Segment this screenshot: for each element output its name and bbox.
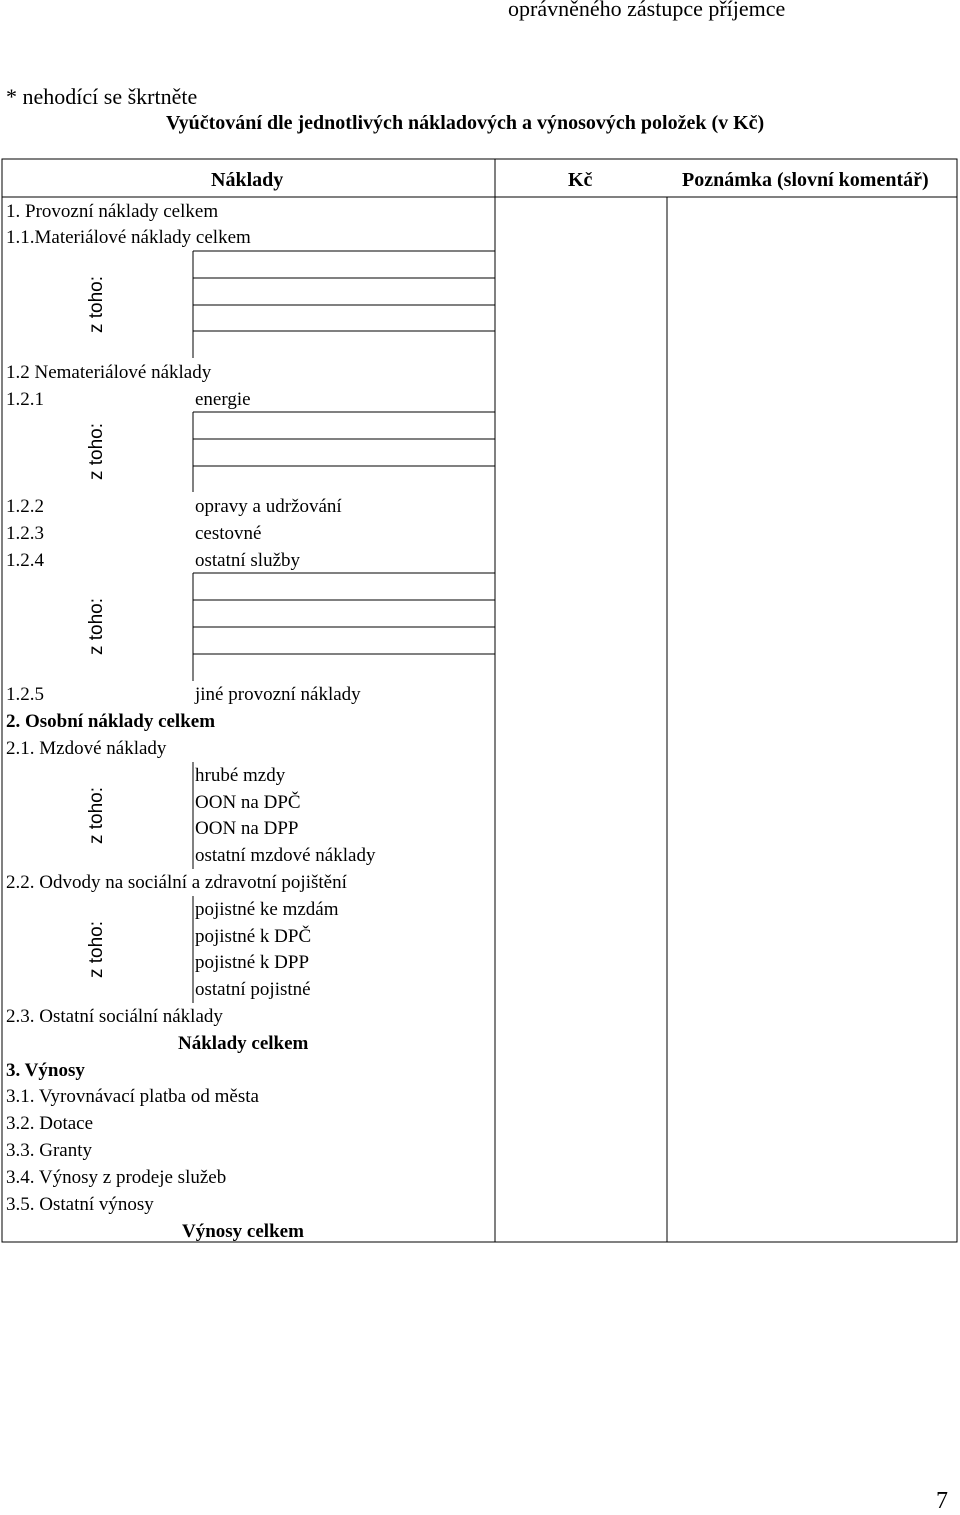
- row-provozni-naklady: 1. Provozní náklady celkem: [6, 201, 219, 222]
- row-vynosy-celkem: Výnosy celkem: [182, 1221, 304, 1242]
- row-1-2-4-number: 1.2.4: [6, 550, 44, 571]
- column-header-naklady: Náklady: [211, 169, 284, 191]
- row-oon-dpc: OON na DPČ: [195, 792, 301, 813]
- row-energie: energie: [195, 389, 251, 410]
- column-header-kc: Kč: [568, 169, 593, 191]
- z-toho-label: z toho:: [86, 423, 107, 481]
- row-1-2-5-number: 1.2.5: [6, 684, 44, 705]
- column-header-poznamka: Poznámka (slovní komentář): [682, 169, 929, 191]
- page-number: 7: [936, 1488, 948, 1514]
- row-jine-provozni-naklady: jiné provozní náklady: [195, 684, 361, 705]
- signatory-caption: oprávněného zástupce příjemce: [508, 0, 786, 21]
- row-materialove-naklady: 1.1.Materiálové náklady celkem: [6, 227, 251, 248]
- z-toho-label: z toho:: [86, 598, 107, 656]
- row-opravy: opravy a udržování: [195, 496, 342, 517]
- row-odvody: 2.2. Odvody na sociální a zdravotní pojištění: [6, 872, 347, 893]
- row-pojistne-dpc: pojistné k DPČ: [195, 926, 312, 947]
- row-cestovne: cestovné: [195, 523, 262, 544]
- z-toho-label: z toho:: [86, 786, 107, 845]
- z-toho-label: z toho:: [86, 920, 107, 979]
- row-vyrovnavaci-platba: 3.1. Vyrovnávací platba od města: [6, 1086, 259, 1107]
- row-oon-dpp: OON na DPP: [195, 818, 299, 839]
- row-pojistne-mzdy: pojistné ke mzdám: [195, 899, 339, 920]
- row-nematerialove-naklady: 1.2 Nemateriálové náklady: [6, 362, 212, 383]
- document-title: Vyúčtování dle jednotlivých nákladových a výnosových položek (v Kč): [166, 112, 765, 134]
- row-osobni-naklady: 2. Osobní náklady celkem: [6, 711, 216, 732]
- row-ostatni-socialni: 2.3. Ostatní sociální náklady: [6, 1006, 223, 1027]
- row-vynosy-prodej-sluzeb: 3.4. Výnosy z prodeje služeb: [6, 1167, 227, 1188]
- row-granty: 3.3. Granty: [6, 1140, 93, 1161]
- row-1-2-1-number: 1.2.1: [6, 389, 44, 410]
- row-1-2-2-number: 1.2.2: [6, 496, 44, 517]
- row-ostatni-mzdove: ostatní mzdové náklady: [195, 845, 376, 866]
- table-outer-border: [2, 159, 957, 1242]
- strike-out-note: * nehodící se škrtněte: [6, 84, 198, 109]
- row-ostatni-pojistne: ostatní pojistné: [195, 979, 311, 1000]
- row-1-2-3-number: 1.2.3: [6, 523, 44, 544]
- row-hrube-mzdy: hrubé mzdy: [195, 765, 286, 786]
- row-ostatni-sluzby: ostatní služby: [195, 550, 301, 571]
- row-pojistne-dpp: pojistné k DPP: [195, 952, 310, 973]
- row-naklady-celkem: Náklady celkem: [178, 1033, 309, 1054]
- row-dotace: 3.2. Dotace: [6, 1113, 94, 1134]
- row-vynosy: 3. Výnosy: [6, 1060, 85, 1081]
- z-toho-label: z toho:: [86, 275, 107, 334]
- row-mzdove-naklady: 2.1. Mzdové náklady: [6, 738, 167, 759]
- row-ostatni-vynosy: 3.5. Ostatní výnosy: [6, 1194, 154, 1215]
